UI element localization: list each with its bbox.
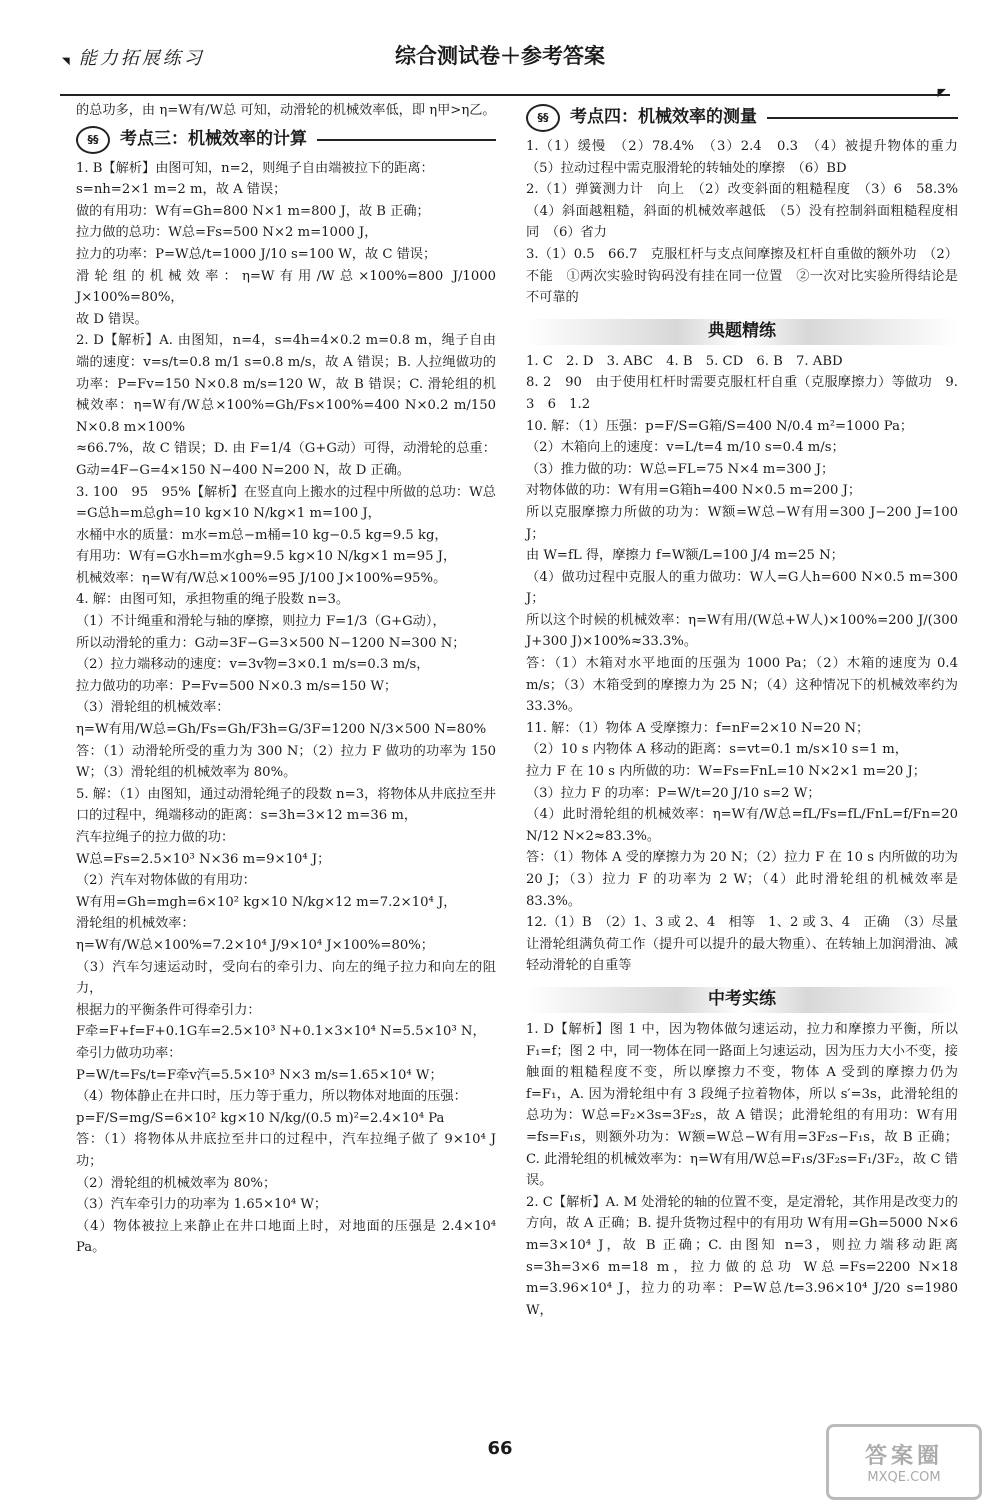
answer-line: （1）不计绳重和滑轮与轴的摩擦，则拉力 F=1/3（G+G动），: [76, 614, 446, 630]
answer-line: 3.（1）0.5 66.7 克服杠杆与支点间摩擦及杠杆自重做的额外功 （2）不能 ①两次实验时钩码没有挂在同一位置 ②一次对比实验所得结论是不可靠的: [526, 246, 958, 306]
answer-line: 答：（1）木箱对水平地面的压强为 1000 Pa；（2）木箱的速度为 0.4 m/s；（3）木箱受到的摩擦力为 25 N；（4）这种情况下的机械效率约为 33.3%。: [526, 656, 958, 715]
intro-paragraph: 的总功多，由 η=W有/W总 可知，动滑轮的机械效率低，即 η甲>η乙。: [76, 103, 496, 118]
answer-line: （2）10 s 内物体 A 移动的距离：s=vt=0.1 m/s×10 s=1 m，: [526, 742, 908, 758]
section-rule: [317, 139, 496, 141]
band-heading-practice: 典题精练: [526, 319, 958, 345]
answer-line: （4）物体被拉上来静止在井口地面上时，对地面的压强是 2.4×10⁴ Pa。: [76, 1218, 496, 1256]
answer-line: W有用=Gh=mgh=6×10² kg×10 N/kg×12 m=7.2×10⁴ J，: [76, 894, 457, 910]
answer-block-4: [76, 589, 496, 783]
answer-line: 滑轮组的机械效率：: [76, 916, 195, 932]
answer-line: 1. D【解析】图 1 中，因为物体做匀速运动，拉力和摩擦力平衡，所以 F₁=f；图 2 中，同一物体在同一路面上匀速运动，因为压力大小不变，接触面的粗糙程度不变，所以摩擦力不变，物体 A 受到的摩擦力仍为 f=F₁，A. 因为滑轮组中有 3 段绳子拉着物体，所以 s′=3s，此滑轮组的总功为：W总=F₂×3s=3F₂s，故 A 错误；此滑轮组的有用功：W有用=fs=F₁s，则额外功为：W额=W总−W有用=3F₂s−F₁s，故 B 正确；C. 此滑轮组的机械效率为：η=W有用/W总=F₁s/3F₂s=F₁/3F₂，故 C 错误。: [526, 1021, 958, 1189]
answer-line: 1. B【解析】由图可知，n=2，则绳子自由端被拉下的距离：: [76, 160, 434, 176]
answer-line: 答：（1）动滑轮所受的重力为 300 N；（2）拉力 F 做功的功率为 150 W；（3）滑轮组的机械效率为 80%。: [76, 743, 496, 781]
answer-line: 5. 解：（1）由图知，通过动滑轮绳子的段数 n=3，将物体从井底拉至井口的过程中，绳端移动的距离：s=3h=3×12 m=36 m，: [76, 786, 496, 824]
answer-line: 2. D【解析】A. 由图知，n=4，s=4h=4×0.2 m=0.8 m，绳子自由端的速度：v=s/t=0.8 m/1 s=0.8 m/s，故 A 错误；B. 人拉绳做功的功率：P=Fv=150 N×0.8 m/s=120 W，故 B 错误；C. 滑轮组的机械效率：η=W有/W总×100%=Gh/Fs×100%=400 N×0.2 m/150 N×0.8 m×100%: [76, 333, 496, 435]
answer-line: 12.（1）B （2）1、3 或 2、4 相等 1、2 或 3、4 正确 （3）尽量让滑轮组满负荷工作（提升可以提升的最大物重）、在转轴上加润滑油、减轻动滑轮的自重等: [526, 915, 958, 974]
section-heading-3: [76, 126, 496, 154]
answer-line: 4. 解：由图可知，承担物重的绳子股数 n=3。: [76, 592, 350, 608]
measurement-answers: [526, 136, 972, 309]
answer-line: 8. 2 90 由于使用杠杆时需要克服杠杆自重（克服摩擦力）等做功 9. 3 6 1.2: [526, 375, 958, 412]
answer-block-3: [76, 482, 496, 590]
answer-line: s=nh=2×1 m=2 m，故 A 错误；: [76, 182, 287, 198]
answer-block-5: [76, 784, 496, 1259]
answer-line: 10. 解：（1）压强：p=F/S=G箱/S=400 N/0.4 m²=1000 Pa；: [526, 418, 914, 434]
answer-line: 拉力 F 在 10 s 内所做的功：W=Fs=FnL=10 N×2×1 m=20 J；: [526, 764, 926, 780]
answer-line: 有用功：W有=G水h=m水gh=9.5 kg×10 N/kg×1 m=95 J，: [76, 549, 457, 565]
answer-line: 2. C【解析】A. M 处滑轮的轴的位置不变，是定滑轮，其作用是改变力的方向，故 A 正确；B. 提升货物过程中的有用功 W有用=Gh=5000 N×6 m=3×10⁴ J，故 B 正确；C. 由图知 n=3，则拉力端移动距离 s=3h=3×6 m=18 m，拉力做的总功 W总=Fs=2200 N×18 m=3.96×10⁴ J，拉力的功率：P=W总/t=3.96×10⁴ J/20 s=1980 W，: [526, 1194, 958, 1318]
answer-line: 由 W=fL 得，摩擦力 f=W额/L=100 J/4 m=25 N；: [526, 548, 844, 564]
practice-answers: [526, 351, 958, 977]
answer-line: η=W有用/W总=Gh/Fs=Gh/F3h=G/3F=1200 N/3×500 N=80%: [76, 722, 487, 738]
answer-line: （3）汽车匀速运动时，受向右的牵引力、向左的绳子拉力和向左的阻力，: [76, 959, 496, 997]
corner-mark: ◤: [937, 86, 946, 99]
answer-line: （4）做功过程中克服人的重力做功：W人=G人h=600 N×0.5 m=300 J；: [526, 569, 958, 607]
answer-line: 答：（1）物体 A 受的摩擦力为 20 N；（2）拉力 F 在 10 s 内所做的功为 20 J；（3）拉力 F 的功率为 2 W；（4）此时滑轮组的机械效率是 83.3%。: [526, 850, 958, 909]
answer-line: 拉力做的总功：W总=Fs=500 N×2 m=1000 J，: [76, 225, 378, 241]
answer-line: 水桶中水的质量：m水=m总−m桶=10 kg−0.5 kg=9.5 kg，: [76, 527, 448, 543]
answer-line: 故 D 错误。: [76, 311, 148, 327]
answer-line: 牵引力做功功率：: [76, 1045, 182, 1061]
section-3-title: 考点三：机械效率的计算: [120, 128, 307, 149]
answer-line: （2）汽车对物体做的有用功：: [76, 873, 256, 889]
answer-line: 做的有用功：W有=Gh=800 N×1 m=800 J，故 B 正确；: [76, 203, 430, 219]
answer-line: （2）滑轮组的机械效率为 80%；: [76, 1175, 277, 1191]
answer-line: （4）物体静止在井口时，压力等于重力，所以物体对地面的压强：: [76, 1089, 467, 1105]
answer-line: W总=Fs=2.5×10³ N×36 m=9×10⁴ J；: [76, 851, 331, 867]
answer-line: 3. 100 95 95%【解析】在竖直向上搬水的过程中所做的总功：W总=G总h=m总gh=10 kg×10 N/kg×1 m=100 J，: [76, 484, 496, 522]
exam-answers: [526, 1019, 958, 1321]
band-heading-exam: 中考实练: [526, 987, 958, 1013]
header-series-name: ◥ 能力拓展练习: [62, 44, 205, 70]
page-header-title: 综合测试卷＋参考答案: [395, 44, 605, 68]
answer-block-1: [76, 158, 496, 331]
answer-line: 根据力的平衡条件可得牵引力：: [76, 1002, 261, 1018]
answer-line: 所以动滑轮的重力：G动=3F−G=3×500 N−1200 N=300 N；: [76, 635, 466, 651]
answer-line: （3）拉力 F 的功率：P=W/t=20 J/10 s=2 W；: [526, 785, 821, 801]
watermark-logo: [826, 1424, 982, 1500]
right-column: [526, 100, 972, 1321]
section-badge-icon: §§: [76, 126, 110, 154]
answer-line: 汽车拉绳子的拉力做的功：: [76, 830, 235, 845]
section-heading-4: [526, 104, 958, 132]
section-badge-icon: §§: [526, 104, 560, 132]
answer-line: 1. C 2. D 3. ABC 4. B 5. CD 6. B 7. ABD: [526, 353, 843, 369]
answer-block-2: [76, 330, 496, 481]
left-column: [76, 100, 496, 1259]
section-4-title: 考点四：机械效率的测量: [570, 107, 757, 128]
section-rule: [767, 117, 958, 119]
answer-line: （3）推力做的功：W总=FL=75 N×4 m=300 J；: [526, 461, 835, 477]
watermark-title: 答案圈: [864, 1444, 943, 1469]
answer-line: （2）木箱向上的速度：v=L/t=4 m/10 s=0.4 m/s；: [526, 440, 845, 456]
answer-line: 2.（1）弹簧测力计 向上 （2）改变斜面的粗糙程度 （3）6 58.3% （4）斜面越粗糙，斜面的机械效率越低 （5）没有控制斜面粗糙程度相同 （6）省力: [526, 182, 972, 241]
answer-line: 拉力做功的功率：P=Fv=500 N×0.3 m/s=150 W；: [76, 678, 398, 694]
answer-line: （3）滑轮组的机械效率：: [76, 700, 230, 716]
answer-line: P=W/t=Fs/t=F牵v汽=5.5×10³ N×3 m/s=1.65×10⁴ W；: [76, 1067, 443, 1083]
answer-line: （3）汽车牵引力的功率为 1.65×10⁴ W；: [76, 1197, 328, 1213]
answer-line: 机械效率：η=W有/W总×100%=95 J/100 J×100%=95%。: [76, 570, 447, 586]
header-rule: [60, 94, 950, 96]
answer-line: （4）此时滑轮组的机械效率：η=W有/W总=fL/Fs=fL/FnL=f/Fn=20 N/12 N×2≈83.3%。: [526, 807, 958, 844]
answer-line: F牵=F+f=F+0.1G车=2.5×10³ N+0.1×3×10⁴ N=5.5×10³ N，: [76, 1024, 486, 1040]
answer-line: 所以克服摩擦力所做的功为：W额=W总−W有用=300 J−200 J=100 J；: [526, 504, 958, 542]
answer-line: 滑轮组的机械效率：η=W有用/W总×100%=800 J/1000 J×100%=80%，: [76, 268, 496, 306]
watermark-url: MXQE.COM: [867, 1470, 941, 1485]
answer-line: 对物体做的功：W有用=G箱h=400 N×0.5 m=200 J；: [526, 483, 862, 499]
answer-line: η=W有/W总×100%=7.2×10⁴ J/9×10⁴ J×100%=80%；: [76, 937, 434, 953]
answer-line: 拉力的功率：P=W总/t=1000 J/10 s=100 W，故 C 错误；: [76, 246, 437, 262]
answer-line: ≈66.7%，故 C 错误；D. 由 F=1/4（G+G动）可得，动滑轮的总重：G动=4F−G=4×150 N−400 N=200 N，故 D 正确。: [76, 441, 496, 478]
answer-line: 1.（1）缓慢 （2）78.4% （3）2.4 0.3 （4）被提升物体的重力 （5）拉动过程中需克服滑轮的转轴处的摩擦 （6）BD: [526, 139, 972, 176]
answer-line: 11. 解：（1）物体 A 受摩擦力：f=nF=2×10 N=20 N；: [526, 720, 870, 736]
answer-line: 所以这个时候的机械效率：η=W有用/(W总+W人)×100%=200 J/(300 J+300 J)×100%≈33.3%。: [526, 612, 958, 650]
page-number: 66: [487, 1438, 513, 1459]
answer-line: （2）拉力端移动的速度：v=3v物=3×0.1 m/s=0.3 m/s，: [76, 657, 430, 673]
answer-line: 答：（1）将物体从井底拉至井口的过程中，汽车拉绳子做了 9×10⁴ J 功；: [76, 1132, 496, 1169]
answer-line: p=F/S=mg/S=6×10² kg×10 N/kg/(0.5 m)²=2.4×10⁴ Pa: [76, 1110, 445, 1126]
